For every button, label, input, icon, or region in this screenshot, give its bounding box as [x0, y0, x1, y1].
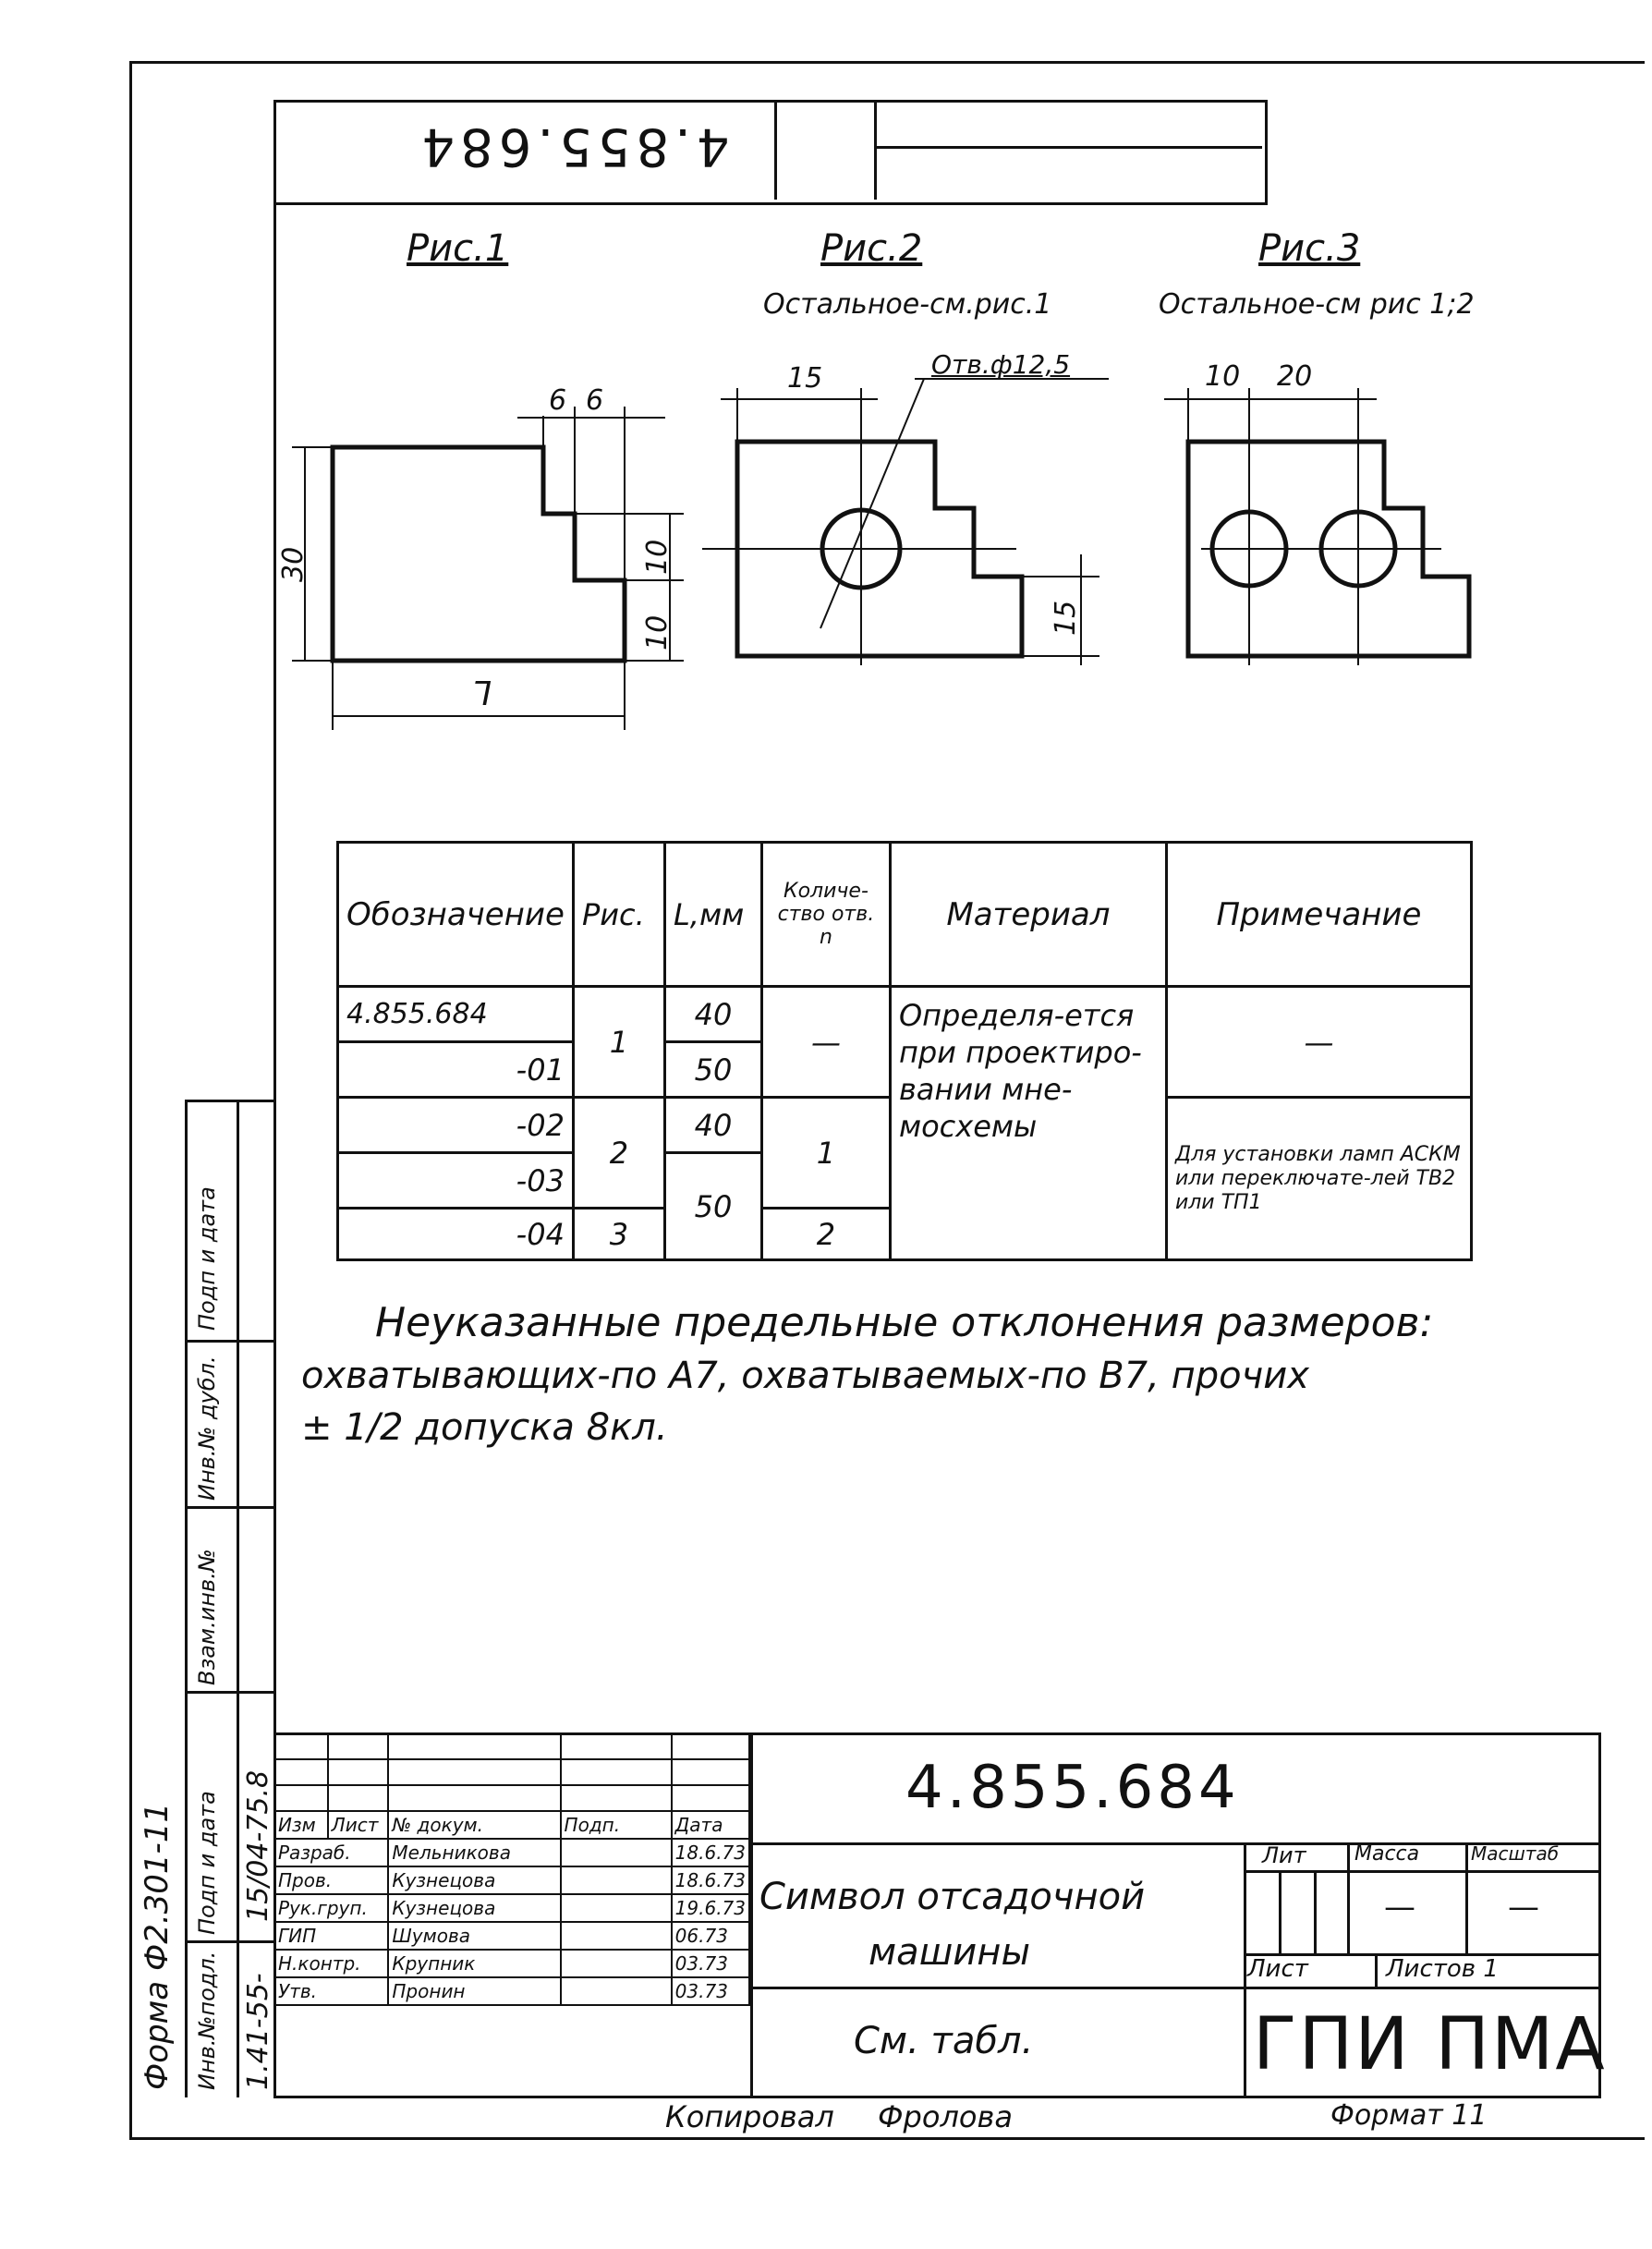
th-designation: Обозначение [338, 843, 574, 987]
side-strip-left [185, 1100, 188, 2097]
length-merged: 50 [664, 1153, 761, 1260]
side-strip-div-4 [185, 1940, 273, 1943]
tb-lit-label: Лит [1262, 1842, 1306, 1868]
fig-group-1: 1 [573, 987, 664, 1098]
side-cell-sign-date-1: Подп и дата [194, 1186, 220, 1331]
note-bottom: Для установки ламп АСКМ или переключате-лей ТВ2 или ТП1 [1166, 1098, 1471, 1260]
copier-name: Фролова [878, 2099, 1013, 2134]
signer-role: Рук.груп. [274, 1894, 388, 1922]
th-length: L,мм [664, 843, 761, 987]
note-top: — [1166, 987, 1471, 1098]
th-material: Материал [890, 843, 1166, 987]
signer-date: 18.6.73 [672, 1866, 749, 1894]
fig1-dim-L: L [473, 673, 492, 711]
form-label: Форма Ф2.301-11 [139, 1802, 176, 2090]
side-strip-div-3 [185, 1691, 273, 1694]
note-line-3: ± 1/2 допуска 8кл. [301, 1406, 668, 1449]
signer-date: 03.73 [672, 1977, 749, 2005]
tb-mass-sep [1465, 1842, 1468, 1953]
fig3-dim-20: 20 [1277, 360, 1313, 393]
holes-group-1: — [761, 987, 890, 1098]
signer-role: Разраб. [274, 1839, 388, 1866]
tb-lit-sub1 [1279, 1870, 1282, 1953]
signer-date: 18.6.73 [672, 1839, 749, 1866]
tb-sheet-sep [1375, 1953, 1378, 1987]
signer-name: Мельникова [388, 1839, 560, 1866]
side-cell-inv-dupl: Инв.№ дубл. [194, 1355, 220, 1501]
th-note: Примечание [1166, 843, 1471, 987]
signer-role: ГИП [274, 1922, 388, 1950]
tb-name-2: машины [869, 1931, 1031, 1974]
drawings [0, 0, 1652, 850]
fig2-title: Рис.2 [820, 227, 923, 270]
fig1-dim-6b: 6 [586, 384, 604, 417]
signer-date: 03.73 [672, 1950, 749, 1977]
side-strip-div-1 [185, 1340, 273, 1343]
fig2-dim-15a: 15 [787, 362, 823, 395]
col-date: Дата [672, 1811, 749, 1839]
fig3-subtitle: Остальное-см рис 1;2 [1159, 288, 1475, 321]
spec-table [336, 841, 1473, 1261]
signer-name: Кузнецова [388, 1866, 560, 1894]
side-strip-div-2 [185, 1506, 273, 1509]
fig3-dim-10: 10 [1205, 360, 1241, 393]
tb-left-sep [750, 1732, 753, 2098]
signer-name: Крупник [388, 1950, 560, 1977]
fig-group-2: 2 [573, 1098, 664, 1209]
side-cell-sign-date-2: Подп и дата [194, 1791, 220, 1935]
tb-sheet-line-bottom [1244, 1987, 1598, 1989]
copied-label: Копировал [665, 2099, 834, 2134]
tb-org: ГПИ ПМА [1253, 2003, 1607, 2086]
side-inv-value: 1.41-55- [242, 1973, 274, 2090]
side-cell-inv-orig: Инв.№подл. [194, 1951, 220, 2090]
tb-material: См. табл. [854, 2020, 1034, 2062]
side-strip-mid [237, 1100, 239, 2097]
format-label: Формат 11 [1330, 2099, 1488, 2132]
note-line-1: Неуказанные предельные отклонения размеров: [375, 1299, 1434, 1346]
side-date-value: 15/04-75.8 [242, 1769, 274, 1922]
col-sheet: Лист [328, 1811, 389, 1839]
row2-designation: -02 [338, 1098, 574, 1153]
header-code: 4.855.684 [416, 116, 730, 176]
side-cell-replace-inv: Взам.инв.№ [194, 1549, 220, 1685]
signer-role: Н.контр. [274, 1950, 388, 1977]
signer-role: Утв. [274, 1977, 388, 2005]
fig1-dim-30: 30 [277, 546, 310, 582]
bottom-border [129, 2137, 1645, 2140]
frame-right-bottom [273, 2096, 1598, 2098]
fig1-outline [333, 447, 625, 661]
tb-top [273, 1732, 1598, 1735]
fig1-dim-10b: 10 [641, 614, 674, 650]
signer-name: Шумова [388, 1922, 560, 1950]
col-docnum: № докум. [388, 1811, 560, 1839]
signer-name: Пронин [388, 1977, 560, 2005]
tb-scale-value: — [1508, 1889, 1539, 1926]
tb-name-1: Символ отсадочной [759, 1876, 1146, 1918]
row3-designation: -03 [338, 1153, 574, 1209]
col-sign: Подп. [561, 1811, 672, 1839]
tb-lit-sep [1347, 1842, 1350, 1953]
fig1-title: Рис.1 [407, 227, 509, 270]
tb-lit-sub2 [1314, 1870, 1317, 1953]
tb-sheet-label: Лист [1247, 1955, 1308, 1983]
tb-scale-label: Масштаб [1471, 1842, 1560, 1865]
fig2-dim-hole: Отв.ф12,5 [931, 349, 1071, 380]
signer-name: Кузнецова [388, 1894, 560, 1922]
row4-designation: -04 [338, 1209, 574, 1260]
signer-date: 19.6.73 [672, 1894, 749, 1922]
fig1-dim-6a: 6 [549, 384, 567, 417]
signer-role: Пров. [274, 1866, 388, 1894]
th-holes: Количе-ство отв. n [761, 843, 890, 987]
row0-designation: 4.855.684 [338, 987, 574, 1042]
col-change: Изм [274, 1811, 328, 1839]
tb-mass-label: Масса [1354, 1842, 1420, 1866]
signer-date: 06.73 [672, 1922, 749, 1950]
fig2-subtitle: Остальное-см.рис.1 [763, 288, 1052, 321]
fig1-dim-10a: 10 [641, 539, 674, 575]
row0-length: 40 [664, 987, 761, 1042]
tb-mass-value: — [1384, 1889, 1415, 1926]
fig2-dim-15b: 15 [1050, 600, 1082, 636]
row1-designation: -01 [338, 1042, 574, 1098]
note-line-2: охватывающих-по А7, охватываемых-по В7, прочих [301, 1355, 1309, 1397]
row1-length: 50 [664, 1042, 761, 1098]
fig-group-3: 3 [573, 1209, 664, 1260]
holes-group-3: 2 [761, 1209, 890, 1260]
row2-length: 40 [664, 1098, 761, 1153]
side-strip-top [185, 1100, 273, 1102]
material-cell: Определя-ется при проектиро-вании мне-мосхемы [890, 987, 1166, 1260]
tb-name-sep [1244, 1842, 1246, 2098]
holes-group-2: 1 [761, 1098, 890, 1209]
tb-lit-line [1244, 1870, 1598, 1873]
th-fig: Рис. [573, 843, 664, 987]
sign-table [273, 1732, 750, 2006]
tb-code: 4.855.684 [905, 1754, 1240, 1822]
fig3-title: Рис.3 [1258, 227, 1361, 270]
tb-sheets-label: Листов 1 [1386, 1955, 1499, 1983]
